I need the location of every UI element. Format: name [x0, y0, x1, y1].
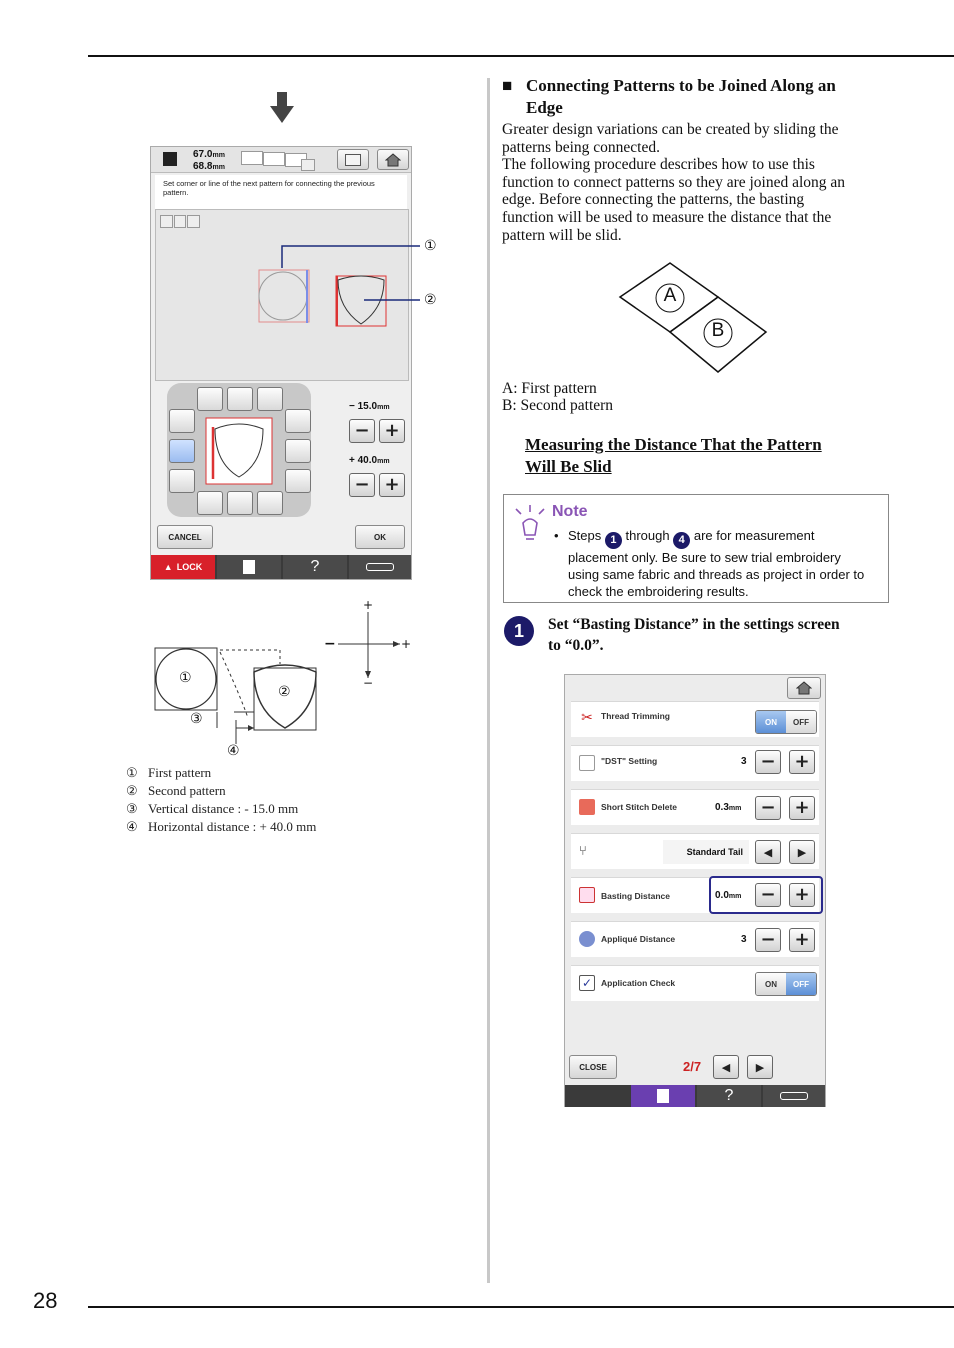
thread-trimming-toggle[interactable]: ON OFF	[755, 710, 817, 734]
connect-right-bottom-button[interactable]	[285, 469, 311, 493]
setting-application-check: ✓ Application Check ON OFF	[571, 965, 819, 1001]
setting-short-stitch-delete: Short Stitch Delete 0.3mm − +	[571, 789, 819, 825]
diagram-minus-bottom: −	[363, 676, 374, 690]
basting-distance-value: 0.0mm	[715, 890, 742, 901]
setting-tail	[571, 833, 819, 869]
page-indicator: 2/7	[683, 1059, 702, 1074]
connect-bottom-right-button[interactable]	[257, 491, 283, 515]
intro-paragraph: Greater design variations can be created by sliding the patterns being connected. The following procedure describes how to use this function to connect patterns so they are joined along an edge. Before connecting the patterns, the basting function will be used to measure the distance that the pattern will be slid.	[502, 121, 846, 244]
bottom-rule	[88, 1306, 954, 1308]
note-title: Note	[552, 503, 588, 520]
settings-button[interactable]	[631, 1085, 695, 1107]
size-icon	[163, 152, 177, 166]
tail-prev-button[interactable]: ◀	[755, 840, 781, 864]
diagram-minus-left: −	[324, 636, 336, 652]
legend-item: ③ Vertical distance : - 15.0 mm	[126, 801, 299, 816]
note-box	[503, 494, 889, 603]
diagram-label-2: ②	[278, 684, 291, 700]
connect-left-center-button[interactable]	[169, 439, 195, 463]
connect-top-center-button[interactable]	[227, 387, 253, 411]
basting-plus-button[interactable]: +	[789, 883, 815, 907]
layout-indicator	[160, 215, 200, 228]
foot-icon	[366, 563, 394, 571]
top-rule	[88, 55, 954, 57]
note-body: • Steps 1 through 4 are for measurement placement only. Be sure to sew trial embroidery using same fabric and threads as project in order to check the embroidering results.	[554, 528, 865, 599]
basting-icon	[579, 887, 595, 903]
home-button[interactable]	[377, 149, 409, 170]
connect-top-right-button[interactable]	[257, 387, 283, 411]
connect-control-panel	[155, 383, 409, 549]
applique-value: 3	[741, 934, 747, 945]
caption-b: B: Second pattern	[502, 397, 614, 414]
applique-icon	[579, 931, 595, 947]
setting-thread-trimming: ✂ Thread Trimming ON OFF	[571, 701, 819, 737]
embroidery-button[interactable]	[337, 149, 369, 170]
vertical-distance-value: − 15.0mm	[349, 401, 390, 412]
heading-bullet: ■	[502, 76, 513, 95]
diagram-label-1: ①	[179, 670, 192, 686]
short-stitch-minus-button[interactable]: −	[755, 796, 781, 820]
subheading: Measuring the Distance That the Pattern Will Be Slid	[525, 435, 822, 476]
document-icon	[657, 1089, 669, 1103]
help-button[interactable]: ?	[697, 1085, 761, 1107]
callout-2: ②	[424, 292, 437, 308]
applique-plus-button[interactable]: +	[789, 928, 815, 952]
diamond-diagram	[618, 260, 772, 376]
horizontal-plus-button[interactable]: +	[379, 473, 405, 497]
tail-next-button[interactable]: ▶	[789, 840, 815, 864]
short-stitch-icon	[579, 799, 595, 815]
presser-foot-button[interactable]	[763, 1085, 825, 1107]
close-button[interactable]: CLOSE	[569, 1055, 617, 1079]
down-arrow-icon	[270, 92, 294, 124]
connect-bottom-center-button[interactable]	[227, 491, 253, 515]
connect-pattern-screen	[150, 146, 412, 580]
diagram-plus-right: +	[401, 637, 412, 651]
bottom-toolbar	[565, 1085, 825, 1107]
horizontal-minus-button[interactable]: −	[349, 473, 375, 497]
pattern-thumbnail	[205, 417, 275, 487]
page-number: 28	[33, 1288, 58, 1313]
section-heading: ■ Connecting Patterns to be Joined Along an Edge	[502, 76, 836, 117]
tail-icon: ⑂	[579, 843, 587, 858]
application-check-toggle[interactable]: ON OFF	[755, 972, 817, 996]
checkbox-icon: ✓	[579, 975, 595, 991]
lock-button[interactable]: ▲ LOCK	[151, 555, 215, 579]
home-button[interactable]	[787, 677, 821, 699]
diagram-label-4: ④	[227, 743, 240, 759]
settings-button[interactable]	[217, 555, 281, 579]
legend-item: ② Second pattern	[126, 783, 226, 798]
home-icon	[796, 681, 812, 695]
step-number-badge: 4	[673, 532, 690, 549]
foot-icon	[780, 1092, 808, 1100]
diagram-plus-top: +	[363, 598, 374, 612]
step-1-text: Set “Basting Distance” in the settings screen to “0.0”.	[548, 616, 840, 654]
instruction-text: Set corner or line of the next pattern for connecting the previous pattern.	[155, 175, 407, 209]
caption-a: A: First pattern	[502, 380, 597, 397]
vertical-plus-button[interactable]: +	[379, 419, 405, 443]
connect-left-top-button[interactable]	[169, 409, 195, 433]
settings-screen	[564, 674, 826, 1107]
legend-item: ① First pattern	[126, 765, 212, 780]
connect-bottom-left-button[interactable]	[197, 491, 223, 515]
scissors-icon: ✂	[581, 711, 593, 726]
help-button[interactable]: ?	[283, 555, 347, 579]
document-icon	[243, 560, 255, 574]
setting-applique-distance: Appliqué Distance 3 − +	[571, 921, 819, 957]
connect-right-center-button[interactable]	[285, 439, 311, 463]
short-stitch-plus-button[interactable]: +	[789, 796, 815, 820]
pattern-stack-icon	[241, 151, 319, 171]
callout-1: ①	[424, 238, 437, 254]
connect-left-bottom-button[interactable]	[169, 469, 195, 493]
screen-header	[151, 147, 411, 173]
connect-top-left-button[interactable]	[197, 387, 223, 411]
short-stitch-value: 0.3mm	[715, 802, 742, 813]
callout-lines	[280, 240, 420, 310]
applique-minus-button[interactable]: −	[755, 928, 781, 952]
warning-icon: ▲	[163, 562, 173, 572]
presser-foot-button[interactable]	[349, 555, 411, 579]
setting-dst: "DST" Setting 3 − +	[571, 745, 819, 781]
horizontal-distance-value: + 40.0mm	[349, 455, 390, 466]
diamond-label-a: A	[663, 285, 677, 306]
lightbulb-icon	[514, 505, 548, 545]
page-next-button[interactable]: ▶	[747, 1055, 773, 1079]
step-number-badge: 1	[605, 532, 622, 549]
dst-minus-button[interactable]: −	[755, 750, 781, 774]
cancel-button[interactable]: CANCEL	[157, 525, 213, 549]
legend-item: ④ Horizontal distance : + 40.0 mm	[126, 819, 317, 834]
column-divider	[487, 78, 490, 1283]
diagram-label-3: ③	[190, 711, 203, 727]
vertical-minus-button[interactable]: −	[349, 419, 375, 443]
page-prev-button[interactable]: ◀	[713, 1055, 739, 1079]
dst-value: 3	[741, 756, 747, 767]
home-icon	[385, 153, 401, 167]
dst-plus-button[interactable]: +	[789, 750, 815, 774]
basting-minus-button[interactable]: −	[755, 883, 781, 907]
setting-basting-distance: Basting Distance 0.0mm − +	[571, 877, 819, 913]
dst-file-icon	[579, 755, 595, 771]
ok-button[interactable]: OK	[355, 525, 405, 549]
size-readout: 67.0mm 68.8mm	[193, 149, 225, 172]
connect-right-top-button[interactable]	[285, 409, 311, 433]
tail-value: Standard Tail	[663, 840, 749, 864]
diamond-label-b: B	[711, 320, 725, 341]
bottom-toolbar	[151, 555, 411, 579]
step-1-badge: 1	[504, 616, 534, 646]
